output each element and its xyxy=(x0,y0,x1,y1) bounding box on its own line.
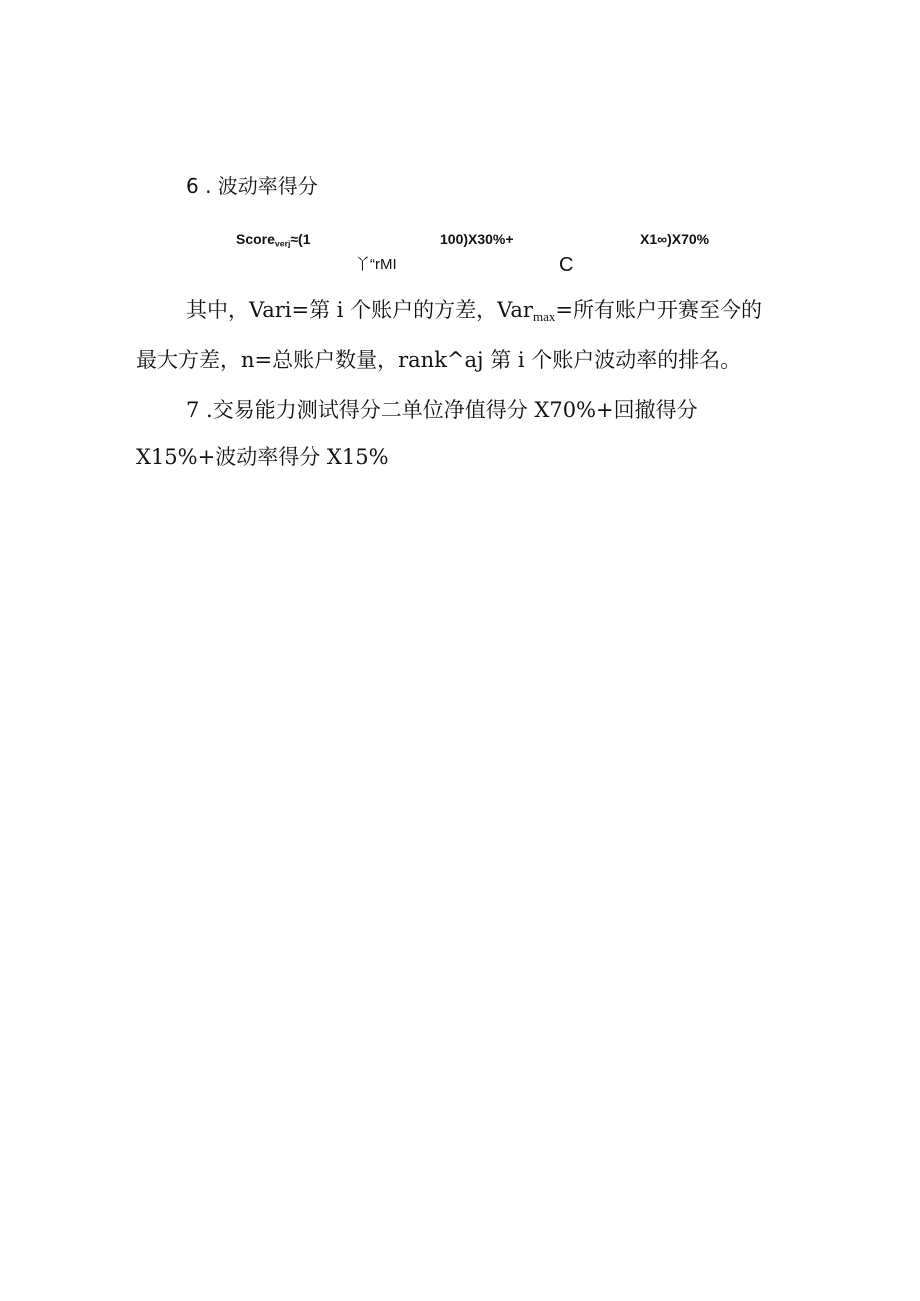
variables-text-b: =所有账户开赛至今的 xyxy=(555,298,762,322)
formula-score-main: Score xyxy=(236,231,275,247)
paragraph-variables-line-2: 最大方差，n=总账户数量，rank^aj 第 i 个账户波动率的排名。 xyxy=(136,348,742,372)
formula-x1-term: X1∞)X70% xyxy=(640,231,710,247)
formula-score-tail: ≈(1 xyxy=(290,231,311,247)
formula-lower-fragment: 丫“rMI xyxy=(355,256,397,273)
variables-text-a: 其中，Vari=第 i 个账户的方差，Var xyxy=(186,298,533,322)
formula-score-subscript: verj xyxy=(274,238,291,249)
formula-lower-c: C xyxy=(559,254,574,276)
paragraph-variables-line-1 xyxy=(186,296,762,331)
formula-score-term xyxy=(236,230,311,252)
section-6-heading: 6 . 波动率得分 xyxy=(186,174,318,198)
section-7-line-1: 7 .交易能力测试得分二单位净值得分 X70%+回撤得分 xyxy=(186,398,698,422)
var-max-subscript: max xyxy=(532,309,556,324)
section-7-line-2: X15%+波动率得分 X15% xyxy=(136,445,389,469)
formula-100-term: 100)X30%+ xyxy=(440,231,514,247)
